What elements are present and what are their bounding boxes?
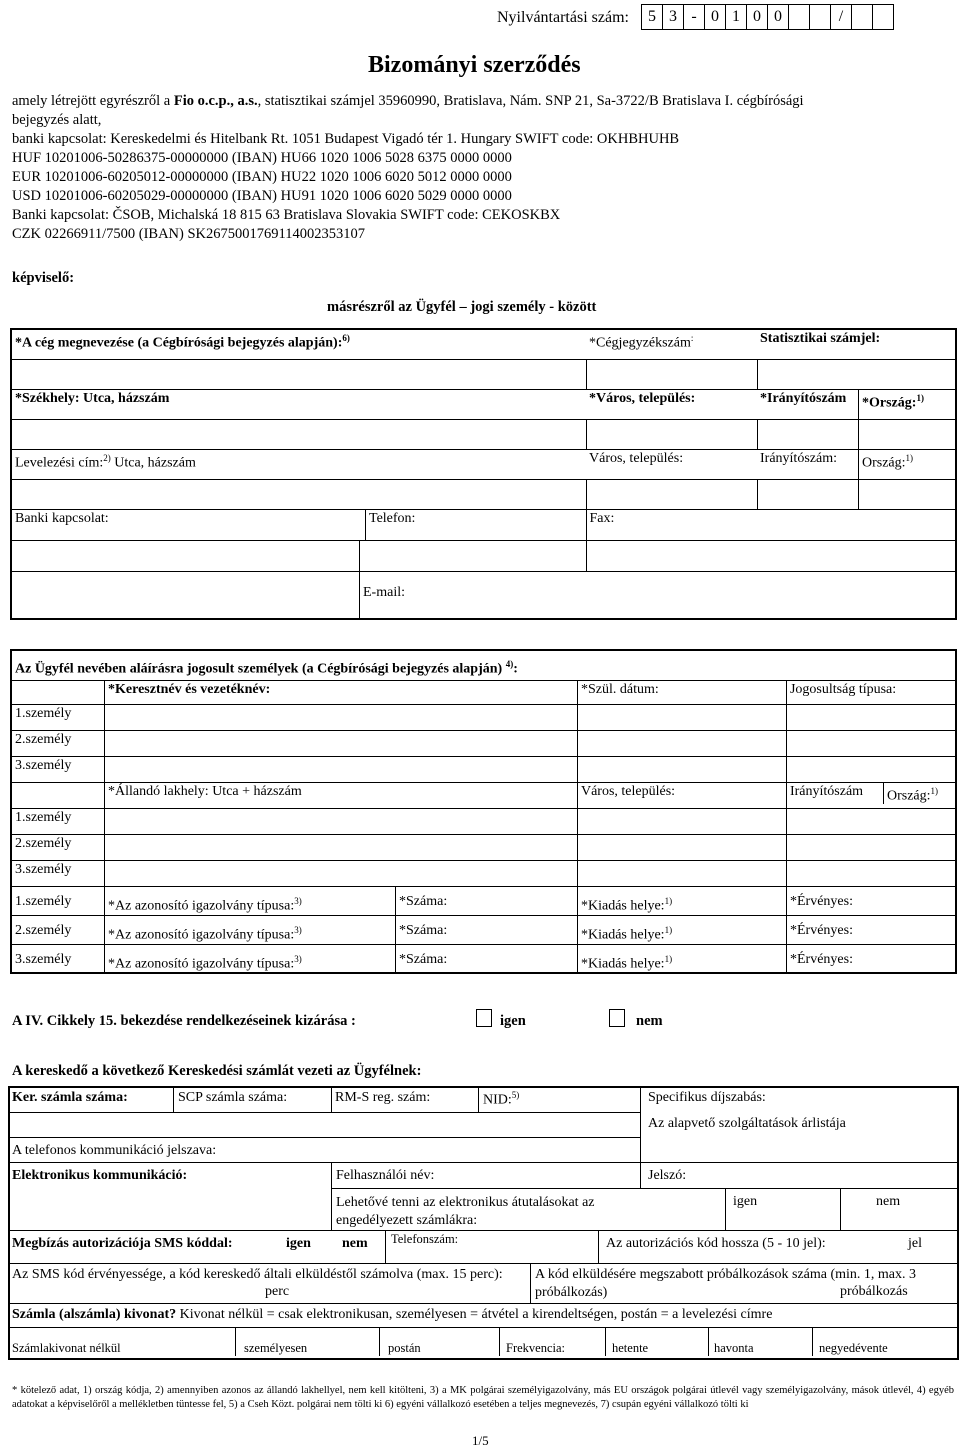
footnote: * kötelező adat, 1) ország kódja, 2) amennyiben azonos az állandó lakhellyel, nem kell kitölteni, 3) a MK polgárai személyigazolvány, más EU országok polgárai útlevél vagy személyigazolvány, mások útlevél, 4) egyéb adatokat a képviselőről a mellékletben tüntesse fel, 5) a Cseh Közt. polgárai nem tölti ki 6) egyéni vállalkozó esetében a teljes megnevezés, 7) csupán egyéni vállalkozó tölti ki xyxy=(12,1385,954,1410)
account-heading: A kereskedő a következő Kereskedési számlát vezeti az Ügyfélnek: xyxy=(12,1063,422,1079)
sms-no[interactable]: nem xyxy=(342,1236,368,1251)
exclusion-no-checkbox[interactable] xyxy=(609,1009,625,1027)
signers-title: Az Ügyfél nevében aláírásra jogosult személyek (a Cégbírósági bejegyzés alapján) $^{4)}$: xyxy=(11,650,956,680)
phone-no-label: Telefonszám: xyxy=(391,1232,459,1246)
mail-country: Ország:$^{1)}$ xyxy=(859,449,957,479)
reg-char-box xyxy=(873,5,894,30)
sms-auth-label: Megbízás autorizációja SMS kóddal: xyxy=(12,1236,233,1251)
opt-post[interactable]: postán xyxy=(388,1341,421,1355)
reg-char-box: / xyxy=(831,5,852,30)
person-3: 3.személy xyxy=(11,756,105,782)
birth-col: *Szül. dátum: xyxy=(577,680,786,704)
bank-label: Banki kapcsolat: xyxy=(12,510,366,540)
opt-personal[interactable]: személyesen xyxy=(244,1341,308,1355)
fees-label: Specifikus díjszabás: xyxy=(648,1090,766,1105)
allow-transfer-label: Lehetővé tenni az elektronikus átutalásokat az engedélyezett számlákra: xyxy=(336,1195,595,1228)
phone-label: Telefon: xyxy=(369,510,416,526)
exclusion-yes-checkbox[interactable] xyxy=(476,1009,492,1027)
person-1: 1.személy xyxy=(11,704,105,730)
sms-yes[interactable]: igen xyxy=(286,1236,311,1251)
city-label: *Város, település: xyxy=(586,389,757,419)
mail-zip: Irányítószám: xyxy=(757,449,859,479)
registration-label: Nyilvántartási szám: xyxy=(497,9,629,26)
username-label: Felhasználói név: xyxy=(336,1168,435,1183)
city-col: Város, település: xyxy=(577,782,786,808)
reg-char-box xyxy=(852,5,873,30)
freq-quarterly[interactable]: negyedévente xyxy=(819,1341,888,1355)
attempts-unit: próbálkozás xyxy=(840,1284,908,1299)
signers-table: Az Ügyfél nevében aláírásra jogosult személyek (a Cégbírósági bejegyzés alapján) $^{4)}$: *Keresztnév és vezetéknév: *Szül. dátum: Jogosultság típusa: 1.személy 2.személy 3.személy *Állandó lakhely: Utca + házszám Város, település: Irányítószám Ország:$^{1)}$ 1.személy 2.személy 3.személy 1.személy *Az azonosító igazolvány típusa:$^{3)}$ *Száma: *Kiadás helye:$^{1)}$ *Érvényes: 2.személy *Az azonosító igazolvány típusa:$^{3)}$ *Száma: *Kiadás helye:$^{1)}$ *Érvényes: 3.személy *Az azonosító igazolvány típusa:$^{3)}$ *Száma: *Kiadás helye:$^{1)}$ *Érvényes: xyxy=(10,649,957,974)
reg-char-box: 0 xyxy=(705,5,726,30)
intro-block: amely létrejött egyrészről a Fio o.c.p., a.s., statisztikai számjel 35960990, Bratislava, Nám. SNP 21, Sa-3722/B Bratislava I. cégbírósági bejegyzés alatt, banki kapcsolat: Kereskedelmi és Hitelbank Rt. 1051 Budapest Vigadó tér 1. Hungary SWIFT code: OKHBHUHB HUF 10201006-50286375-00000000 (IBAN) HU66 1020 1006 5028 6375 0000 0000 EUR 10201006-60205012-00000000 (IBAN) HU22 1020 1006 6020 5012 0000 0000 USD 10201006-60205029-00000000 (IBAN) HU91 1020 1006 6020 5029 0000 0000 Banki kapcsolat: ČSOB, Michalská 18 815 63 Bratislava Slovakia SWIFT code: CEKOSKBX CZK 02266911/7500 (IBAN) SK2675001769114002353107 xyxy=(12,93,804,242)
freq-monthly[interactable]: havonta xyxy=(714,1341,754,1355)
id-type-2: *Az azonosító igazolvány típusa:$^{3)}$ xyxy=(105,915,396,944)
electronic-label: Elektronikus kommunikáció: xyxy=(12,1168,188,1183)
company-name-field[interactable] xyxy=(11,359,586,389)
registration-number-boxes xyxy=(641,4,894,30)
fax-label: Fax: xyxy=(586,509,956,540)
opt-none[interactable]: Számlakivonat nélkül xyxy=(12,1341,121,1355)
country-col: Ország:$^{1)}$ xyxy=(886,785,939,804)
price-list-label: Az alapvető szolgáltatások árlistája xyxy=(648,1116,846,1131)
zip-col: Irányítószám xyxy=(787,783,884,805)
company-table xyxy=(10,328,957,620)
exclusion-yes-label: igen xyxy=(500,1013,526,1029)
attempts-label: A kód elküldésére megszabott próbálkozások száma (min. 1, max. 3 próbálkozás) xyxy=(535,1267,917,1300)
representative-label: képviselő: xyxy=(12,270,75,286)
nid-label: NID:$^{5)}$ xyxy=(483,1090,520,1108)
exclusion-text: A IV. Cikkely 15. bekezdése rendelkezéseinek kizárása : xyxy=(12,1013,356,1029)
page-number: 1/5 xyxy=(472,1433,489,1448)
statement-label: Számla (alszámla) kivonat? Kivonat nélkül = csak elektronikusan, személyesen = átvétel a kirendeltségen, postán = a levelezési címre xyxy=(12,1307,773,1322)
reg-char-box: 0 xyxy=(747,5,768,30)
seat-label: *Székhely: Utca, házszám xyxy=(11,389,586,419)
frequency-label: Frekvencia: xyxy=(506,1341,566,1355)
allow-no[interactable]: nem xyxy=(876,1194,901,1209)
password-label: Jelszó: xyxy=(648,1168,687,1183)
reg-char-box: 0 xyxy=(768,5,789,30)
sms-valid-label: Az SMS kód érvényessége, a kód kereskedő általi elküldéstől számolva (max. 15 perc): xyxy=(12,1267,503,1282)
person-2: 2.személy xyxy=(11,730,105,756)
right-col: Jogosultság típusa: xyxy=(786,680,956,704)
id-type-3: *Az azonosító igazolvány típusa:$^{3)}$ xyxy=(105,944,396,973)
phone-password-label: A telefonos kommunikáció jelszava: xyxy=(12,1143,217,1158)
reg-char-box: 5 xyxy=(642,5,663,30)
reg-char-box xyxy=(810,5,831,30)
address-col: *Állandó lakhely: Utca + házszám xyxy=(105,782,578,808)
name-col: *Keresztnév és vezetéknév: xyxy=(105,680,578,704)
email-label: E-mail: xyxy=(363,584,405,600)
exclusion-no-label: nem xyxy=(636,1013,663,1029)
rms-label: RM-S reg. szám: xyxy=(335,1090,431,1105)
reg-char-box: - xyxy=(684,5,705,30)
country-label: *Ország:$^{1)}$ xyxy=(859,389,957,419)
allow-yes[interactable]: igen xyxy=(733,1194,758,1209)
acc-no-label: Ker. számla száma: xyxy=(12,1090,128,1105)
mail-label: Levelezési cím:$^{2)}$ Utca, házszám xyxy=(11,449,586,479)
contract-title: Bizományi szerződés xyxy=(368,52,581,78)
scp-label: SCP számla száma: xyxy=(178,1090,288,1105)
reg-char-box xyxy=(789,5,810,30)
zip-label: *Irányítószám xyxy=(757,389,859,419)
mail-city: Város, település: xyxy=(586,449,757,479)
code-len-unit: jel xyxy=(908,1236,922,1251)
stat-label: Statisztikai számjel: xyxy=(757,329,956,359)
code-len-label: Az autorizációs kód hossza (5 - 10 jel): xyxy=(606,1236,826,1251)
id-type-1: *Az azonosító igazolvány típusa:$^{3)}$ xyxy=(105,886,396,915)
reg-char-box: 1 xyxy=(726,5,747,30)
between-text: másrészről az Ügyfél – jogi személy - között xyxy=(327,299,597,315)
reg-no-label: *Cégjegyzékszám: xyxy=(586,329,757,359)
company-name-label: *A cég megnevezése (a Cégbírósági bejegyzés alapján):$^{6)}$ xyxy=(11,329,586,359)
freq-weekly[interactable]: hetente xyxy=(612,1341,649,1355)
reg-char-box: 3 xyxy=(663,5,684,30)
sms-valid-unit: perc xyxy=(265,1284,290,1299)
